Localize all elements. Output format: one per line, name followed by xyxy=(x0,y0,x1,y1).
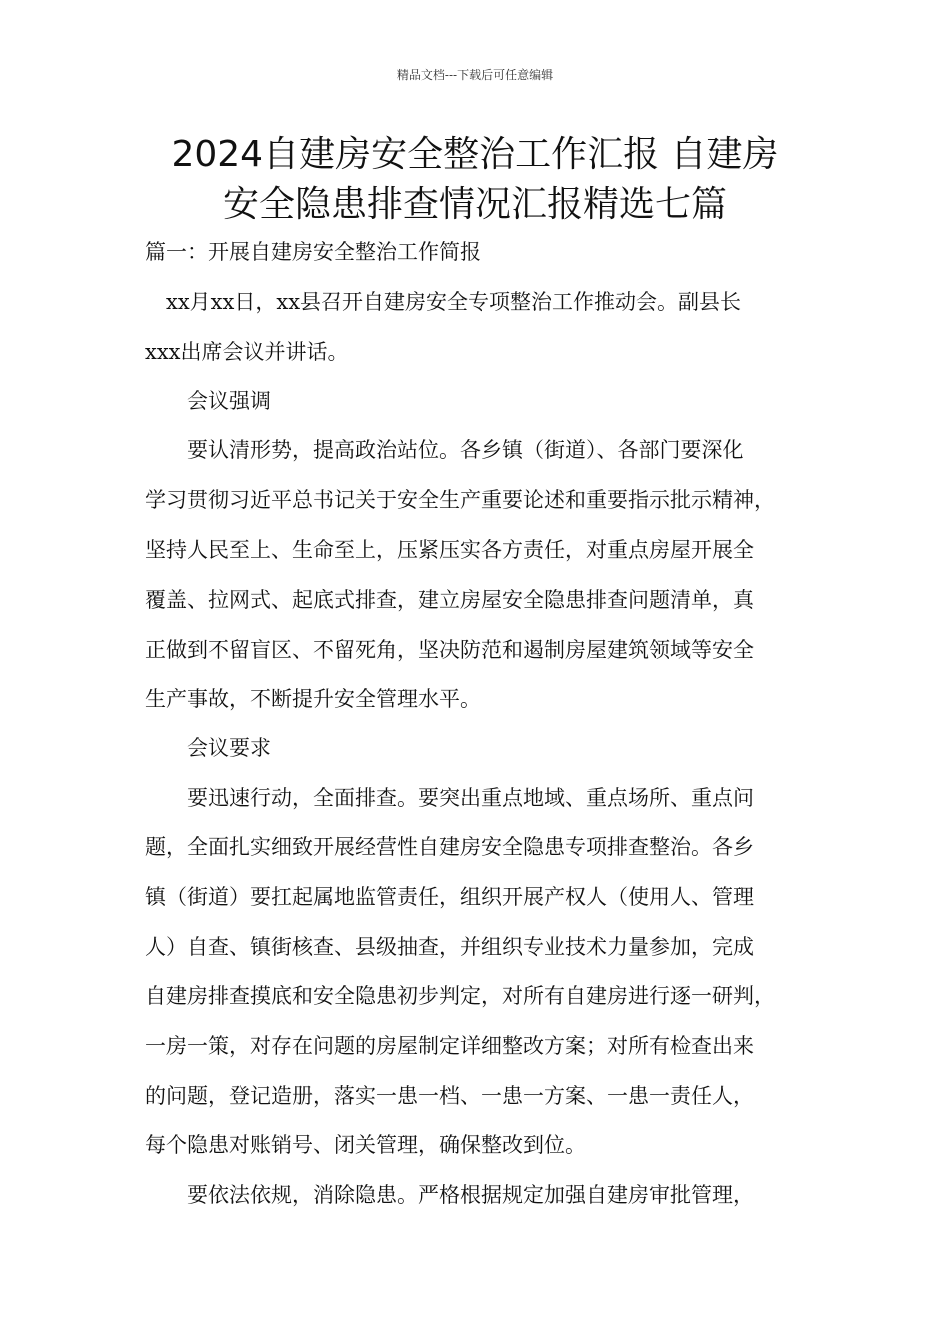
body-line: 镇（街道）要扛起属地监管责任，组织开展产权人（使用人、管理 xyxy=(145,885,754,909)
body-line: 题，全面扎实细致开展经营性自建房安全隐患专项排查整治。各乡 xyxy=(145,835,754,859)
body-line: 人）自查、镇街核查、县级抽查，并组织专业技术力量参加，完成 xyxy=(145,935,754,959)
body-line: 坚持人民至上、生命至上，压紧压实各方责任，对重点房屋开展全 xyxy=(145,538,754,562)
body-line: 自建房排查摸底和安全隐患初步判定，对所有自建房进行逐一研判， xyxy=(145,984,775,1008)
title-line-2: 安全隐患排查情况汇报精选七篇 xyxy=(222,184,727,225)
body-line: 要依法依规，消除隐患。严格根据规定加强自建房审批管理， xyxy=(145,1183,754,1207)
body-line: 覆盖、拉网式、起底式排查，建立房屋安全隐患排查问题清单，真 xyxy=(145,588,754,612)
body-line: xx月xx日，xx县召开自建房安全专项整治工作推动会。副县长 xyxy=(145,290,742,314)
section-heading: 篇一：开展自建房安全整治工作简报 xyxy=(145,240,481,264)
page-header: 精品文档---下载后可任意编辑 xyxy=(396,68,554,82)
body-line: 一房一策，对存在问题的房屋制定详细整改方案；对所有检查出来 xyxy=(145,1034,754,1058)
body-line: xxx出席会议并讲话。 xyxy=(145,340,349,364)
document-title xyxy=(100,130,850,230)
body-line: 每个隐患对账销号、闭关管理，确保整改到位。 xyxy=(145,1133,586,1157)
body-line: 学习贯彻习近平总书记关于安全生产重要论述和重要指示批示精神， xyxy=(145,488,775,512)
body-line: 生产事故，不断提升安全管理水平。 xyxy=(145,687,481,711)
subheading-meeting-requirements: 会议要求 xyxy=(145,736,271,760)
body-line: 的问题，登记造册，落实一患一档、一患一方案、一患一责任人， xyxy=(145,1084,754,1108)
body-line: 正做到不留盲区、不留死角，坚决防范和遏制房屋建筑领域等安全 xyxy=(145,638,754,662)
subheading-meeting-emphasis: 会议强调 xyxy=(145,389,271,413)
body-line: 要认清形势，提高政治站位。各乡镇（街道）、各部门要深化 xyxy=(145,438,744,462)
title-line-1: 2024自建房安全整治工作汇报 自建房 xyxy=(171,134,779,175)
body-line: 要迅速行动，全面排查。要突出重点地域、重点场所、重点问 xyxy=(145,786,754,810)
